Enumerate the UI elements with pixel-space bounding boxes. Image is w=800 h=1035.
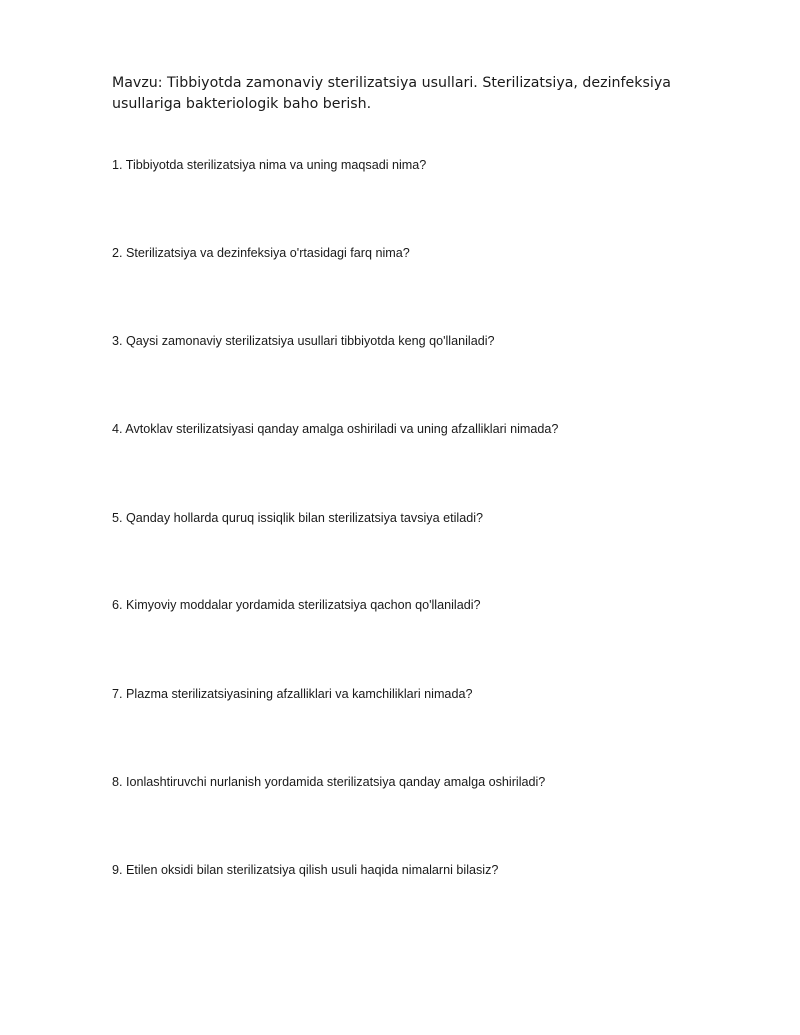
question-3: 3. Qaysi zamonaviy sterilizatsiya usullari tibbiyotda keng qo'llaniladi? <box>112 334 495 348</box>
question-9: 9. Etilen oksidi bilan sterilizatsiya qilish usuli haqida nimalarni bilasiz? <box>112 863 499 877</box>
question-8: 8. Ionlashtiruvchi nurlanish yordamida sterilizatsiya qanday amalga oshiriladi? <box>112 775 546 789</box>
question-6: 6. Kimyoviy moddalar yordamida sterilizatsiya qachon qo'llaniladi? <box>112 598 481 612</box>
question-1: 1. Tibbiyotda sterilizatsiya nima va uning maqsadi nima? <box>112 158 427 172</box>
question-2: 2. Sterilizatsiya va dezinfeksiya o'rtasidagi farq nima? <box>112 246 410 260</box>
question-4: 4. Avtoklav sterilizatsiyasi qanday amalga oshiriladi va uning afzalliklari nimada? <box>112 422 559 436</box>
question-7: 7. Plazma sterilizatsiyasining afzalliklari va kamchiliklari nimada? <box>112 687 473 701</box>
document-title: Mavzu: Tibbiyotda zamonaviy sterilizatsiya usullari. Sterilizatsiya, dezinfeksiya usullariga bakteriologik baho berish. <box>112 75 671 112</box>
question-5: 5. Qanday hollarda quruq issiqlik bilan sterilizatsiya tavsiya etiladi? <box>112 511 484 525</box>
